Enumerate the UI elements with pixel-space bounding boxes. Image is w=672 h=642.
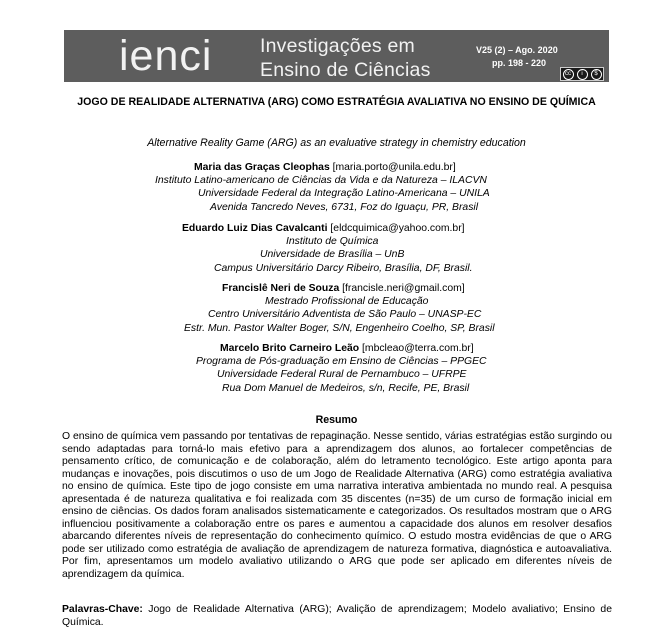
affiliation: Programa de Pós-graduação em Ensino de Ciências – PPGEC xyxy=(196,356,487,367)
nc-icon: $ xyxy=(591,69,602,80)
paper-subtitle: Alternative Reality Game (ARG) as an evaluative strategy in chemistry education xyxy=(147,137,526,149)
affiliation: Universidade Federal da Integração Latino-Americana – UNILA xyxy=(198,188,490,199)
journal-banner xyxy=(64,30,609,82)
author-name: Eduardo Luiz Dias Cavalcanti xyxy=(182,223,328,234)
affiliation: Centro Universitário Adventista de São Paulo – UNASP-EC xyxy=(208,309,482,320)
author-email: [mbcleao@terra.com.br] xyxy=(359,343,474,354)
cc-license-icon xyxy=(560,67,604,81)
author-email: [francisle.neri@gmail.com] xyxy=(339,283,465,294)
author-email: [maria.porto@unila.edu.br] xyxy=(329,162,456,173)
author-name: Marcelo Brito Carneiro Leão xyxy=(220,343,360,354)
page-range: pp. 198 - 220 xyxy=(492,58,547,68)
journal-name-line2: Ensino de Ciências xyxy=(260,59,431,81)
keywords-label: Palavras-Chave: xyxy=(62,604,143,615)
keywords-section xyxy=(62,604,612,629)
author-line xyxy=(194,162,456,175)
affiliation: Universidade de Brasília – UnB xyxy=(260,249,405,260)
paper-title: JOGO DE REALIDADE ALTERNATIVA (ARG) COMO ESTRATÉGIA AVALIATIVA NO ENSINO DE QUÍMICA xyxy=(77,96,596,108)
abstract-text: O ensino de química vem passando por tentativas de repaginação. Nesse sentido, várias estratégias estão surgindo ou sendo adaptadas para torná-lo mais efetivo para a aprendizagem dos alunos, ao fortalecer competências de pensamento crítico, de comunicação e de colaboração, além do letramento tecnológico. Este artigo aponta para mudanças e inovações, pois discutimos o uso de um Jogo de Realidade Alternativa (ARG) como estratégia avaliativa no ensino de química. Este tipo de jogo consiste em uma narrativa interativa ambientada no mundo real. A pesquisa apresentada é de natureza qualitativa e foi realizada com 35 discentes (n=35) de um curso de formação inicial em ensino de ciências. Os dados foram analisados sistematicamente e categorizados. Os resultados mostram que o ARG influenciou positivamente a colaboração entre os pares e aumentou a capacidade dos alunos em resolver desafios abarcando diferentes níveis de representação do conhecimento químico. O estudo mostra evidências de que o ARG pode ser utilizado como estratégia de avaliação de aprendizagem de natureza formativa, diagnóstica e autoavaliativa. Por fim, apresentamos um modelo avaliativo utilizando o ARG que pode ser aplicado em diferentes níveis de aprendizagem da química. xyxy=(62,431,612,580)
affiliation: Avenida Tancredo Neves, 6731, Foz do Iguaçu, PR, Brasil xyxy=(210,202,479,213)
author-name: Maria das Graças Cleophas xyxy=(194,162,330,173)
author-email: [eldcquimica@yahoo.com.br] xyxy=(327,223,465,234)
keywords-text: Jogo de Realidade Alternativa (ARG); Avalição de aprendizagem; Modelo avaliativo; Ensino de Química. xyxy=(62,604,612,628)
affiliation: Estr. Mun. Pastor Walter Boger, S/N, Engenheiro Coelho, SP, Brasil xyxy=(184,323,495,334)
volume-info: V25 (2) – Ago. 2020 xyxy=(476,45,558,55)
author-line xyxy=(222,283,465,296)
author-line xyxy=(220,343,474,356)
affiliation: Universidade Federal Rural de Pernambuco – UFRPE xyxy=(217,369,467,380)
cc-icon: cc xyxy=(563,69,574,80)
affiliation: Campus Universitário Darcy Ribeiro, Brasília, DF, Brasil. xyxy=(214,263,473,274)
author-name: Francislê Neri de Souza xyxy=(222,283,340,294)
journal-name-line1: Investigações em xyxy=(260,35,415,57)
by-icon: i xyxy=(577,69,588,80)
affiliation: Rua Dom Manuel de Medeiros, s/n, Recife, PE, Brasil xyxy=(222,383,470,394)
journal-logo: ienci xyxy=(119,32,213,80)
affiliation: Instituto de Química xyxy=(286,236,379,247)
affiliation: Mestrado Profissional de Educação xyxy=(265,296,429,307)
abstract-heading: Resumo xyxy=(315,414,358,426)
affiliation: Instituto Latino-americano de Ciências da Vida e da Natureza – ILACVN xyxy=(155,175,487,186)
author-line xyxy=(182,223,465,236)
